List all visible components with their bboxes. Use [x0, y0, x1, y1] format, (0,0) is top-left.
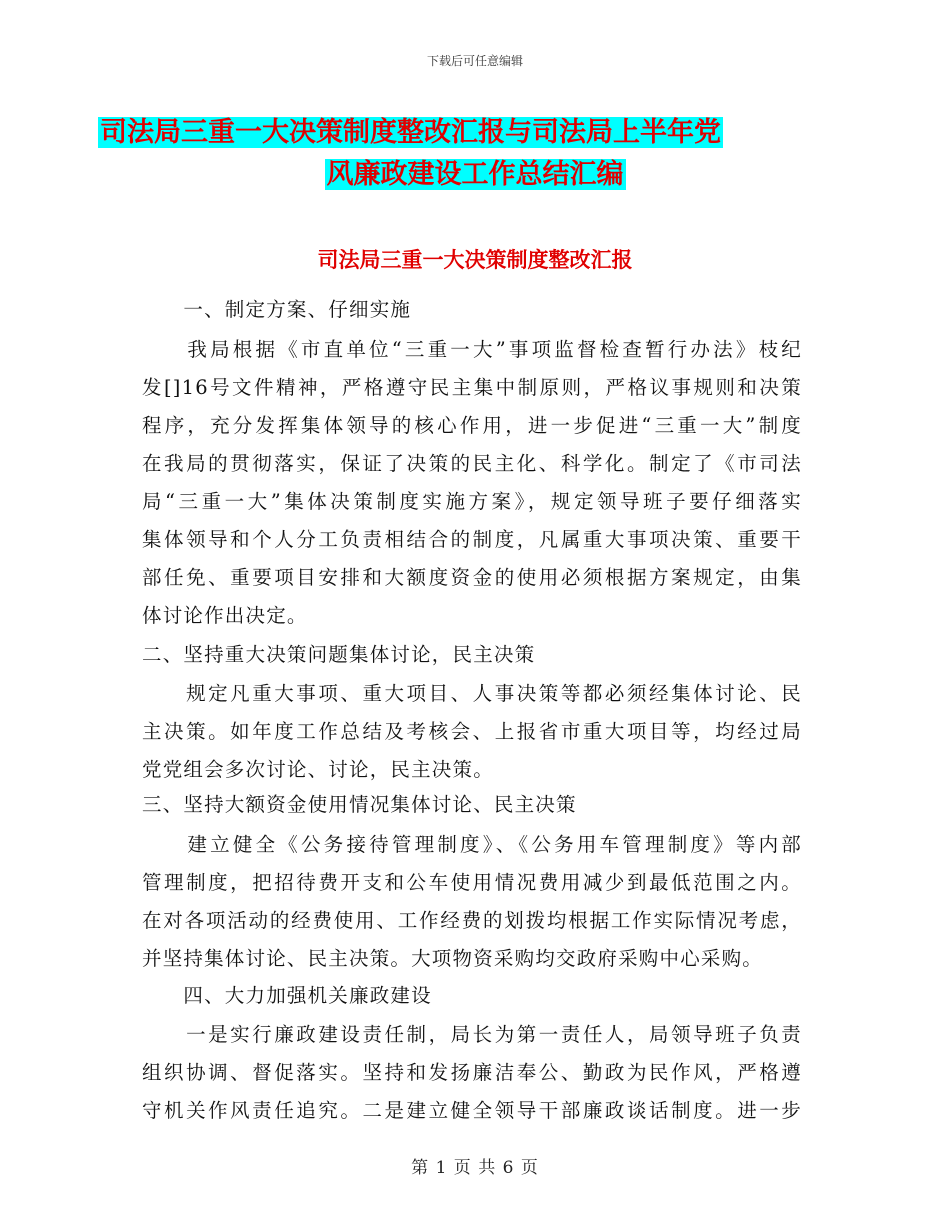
text-line: 部任免、重要项目安排和大额度资金的使用必须根据方案规定，由集: [142, 566, 802, 589]
text-line: 在对各项活动的经费使用、工作经费的划拨均根据工作实际情况考虑，: [142, 909, 802, 932]
section-title: 司法局三重一大决策制度整改汇报: [317, 248, 633, 272]
text-line: 建立健全《公务接待管理制度》、《公务用车管理制度》等内部: [142, 833, 802, 856]
text-line: 三、坚持大额资金使用情况集体讨论、民主决策: [142, 793, 577, 816]
text-line: 并坚持集体讨论、民主决策。大项物资采购均交政府采购中心采购。: [142, 947, 764, 970]
text-line: 四、大力加强机关廉政建设: [142, 984, 432, 1007]
text-line: 体讨论作出决定。: [142, 604, 308, 627]
page-footer: 第 1 页 共 6 页: [411, 1158, 539, 1178]
text-line: 守机关作风责任追究。二是建立健全领导干部廉政谈话制度。进一步: [142, 1099, 802, 1122]
text-line: 规定凡重大事项、重大项目、人事决策等都必须经集体讨论、民: [142, 682, 802, 705]
title-highlight-1: 司法局三重一大决策制度整改汇报与司法局上半年党: [100, 117, 721, 148]
text-line: 程序，充分发挥集体领导的核心作用，进一步促进“三重一大”制度: [142, 414, 802, 437]
text-line: 在我局的贯彻落实，保证了决策的民主化、科学化。制定了《市司法: [142, 452, 802, 475]
document-title-line-2: [0, 156, 950, 194]
document-title-line-1: [98, 114, 723, 152]
text-line: 二、坚持重大决策问题集体讨论，民主决策: [142, 643, 536, 666]
text-line: 一、制定方案、仔细实施: [142, 298, 412, 321]
text-line: 党党组会多次讨论、讨论，民主决策。: [142, 758, 494, 781]
text-line: 一是实行廉政建设责任制，局长为第一责任人，局领导班子负责: [142, 1023, 802, 1046]
title-highlight-2: 风廉政建设工作总结汇编: [326, 159, 624, 190]
text-line: 发[]16号文件精神，严格遵守民主集中制原则，严格议事规则和决策: [142, 376, 802, 399]
text-line: 主决策。如年度工作总结及考核会、上报省市重大项目等，均经过局: [142, 720, 802, 743]
text-line: 管理制度，把招待费开支和公车使用情况费用减少到最低范围之内。: [142, 871, 802, 894]
text-line: 集体领导和个人分工负责相结合的制度，凡属重大事项决策、重要干: [142, 528, 802, 551]
text-line: 组织协调、督促落实。坚持和发扬廉洁奉公、勤政为民作风，严格遵: [142, 1061, 802, 1084]
text-line: 局“三重一大”集体决策制度实施方案》，规定领导班子要仔细落实: [142, 490, 802, 513]
page-header: 下载后可任意编辑: [426, 54, 523, 68]
text-line: 我局根据《市直单位“三重一大”事项监督检查暂行办法》枝纪: [142, 338, 802, 361]
